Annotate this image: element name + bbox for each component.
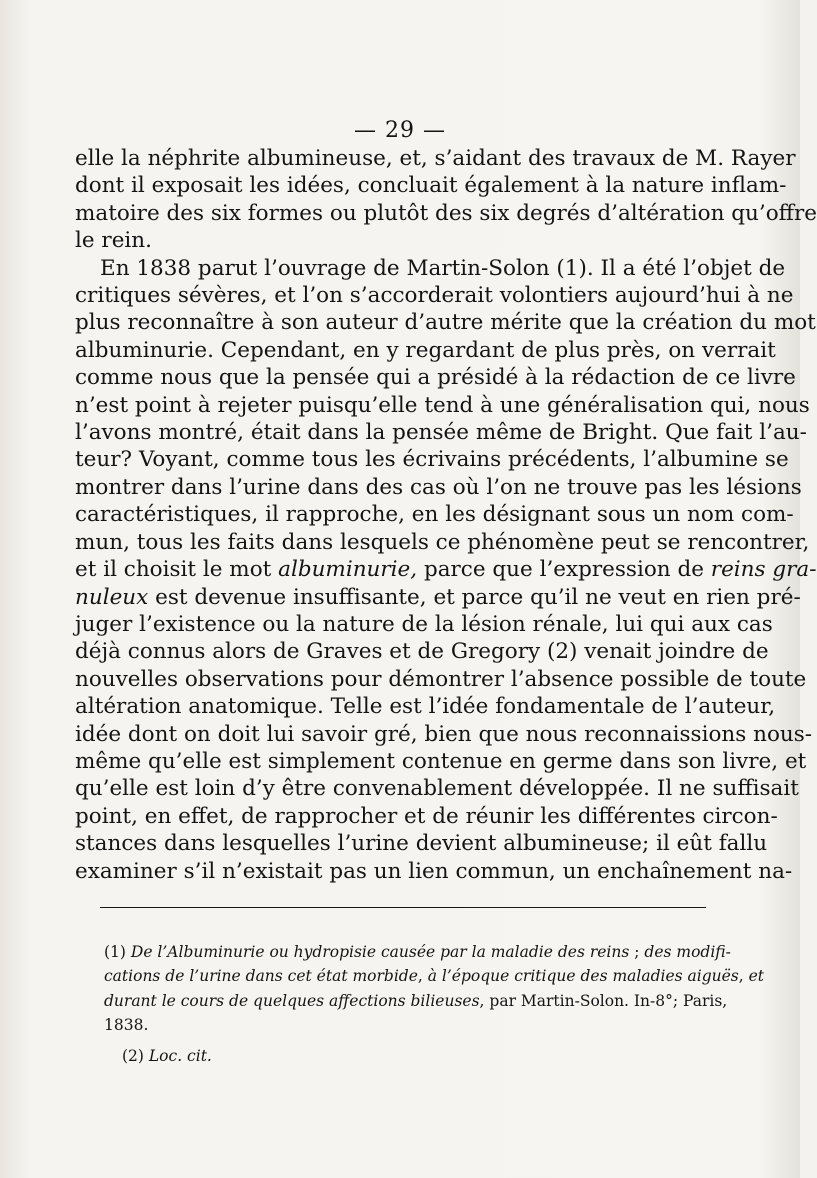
- text-line: caractéristiques, il rapproche, en les désignant sous un nom com-: [75, 502, 794, 528]
- text-line: dont il exposait les idées, concluait également à la nature inflam-: [75, 173, 787, 199]
- text-line-with-italics: nuleux est devenue insuffisante, et parce qu’il ne veut en rien pré-: [75, 584, 801, 610]
- footnote-line: (1) De l’Albuminurie ou hydropisie causée par la maladie des reins ; des modifi-: [104, 943, 731, 961]
- text-line: n’est point à rejeter puisqu’elle tend à une généralisation qui, nous: [75, 392, 810, 418]
- footnote-2: (2) Loc. cit.: [122, 1047, 212, 1065]
- text-line: comme nous que la pensée qui a présidé à la rédaction de ce livre: [75, 365, 796, 391]
- footnote-line: 1838.: [104, 1015, 149, 1034]
- text-line: juger l’existence ou la nature de la lésion rénale, lui qui aux cas: [75, 611, 773, 637]
- text-line: teur? Voyant, comme tous les écrivains précédents, l’albumine se: [75, 447, 789, 473]
- text-line: altération anatomique. Telle est l’idée fondamentale de l’auteur,: [75, 694, 776, 720]
- text-line: plus reconnaître à son auteur d’autre mérite que la création du mot: [75, 310, 816, 336]
- text-line: albuminurie. Cependant, en y regardant de plus près, on verrait: [75, 337, 776, 363]
- text-line-with-italics: et il choisit le mot albuminurie, parce que l’expression de reins gra-: [75, 557, 817, 583]
- text-line: le rein.: [75, 228, 152, 254]
- footnote-line: durant le cours de quelques affections bilieuses, par Martin-Solon. In-8°; Paris,: [104, 991, 728, 1010]
- text-line: examiner s’il n’existait pas un lien commun, un enchaînement na-: [75, 858, 793, 884]
- footnote-line: cations de l’urine dans cet état morbide, à l’époque critique des maladies aiguës, et: [104, 967, 765, 986]
- text-line: point, en effet, de rapprocher et de réunir les différentes circon-: [75, 803, 778, 829]
- footnote-separator-rule: [100, 907, 706, 908]
- text-line: qu’elle est loin d’y être convenablement développée. Il ne suffisait: [75, 776, 799, 802]
- text-line: critiques sévères, et l’on s’accorderait volontiers aujourd’hui à ne: [75, 283, 794, 309]
- text-line: En 1838 parut l’ouvrage de Martin-Solon (1). Il a été l’objet de: [100, 255, 786, 281]
- text-line: stances dans lesquelles l’urine devient albumineuse; il eût fallu: [75, 831, 768, 857]
- text-line: l’avons montré, était dans la pensée même de Bright. Que fait l’au-: [75, 420, 807, 446]
- text-line: nouvelles observations pour démontrer l’absence possible de toute: [75, 666, 807, 692]
- text-line: matoire des six formes ou plutôt des six degrés d’altération qu’offre: [75, 200, 817, 226]
- page-number: — 29 —: [354, 118, 446, 143]
- body-text: [75, 145, 817, 885]
- text-line: idée dont on doit lui savoir gré, bien que nous reconnaissions nous-: [75, 721, 813, 747]
- text-line: mun, tous les faits dans lesquels ce phénomène peut se rencontrer,: [75, 529, 810, 555]
- footnote-1: [104, 940, 765, 1037]
- text-line: déjà connus alors de Graves et de Gregory (2) venait joindre de: [75, 639, 769, 665]
- text-line: même qu’elle est simplement contenue en germe dans son livre, et: [75, 748, 807, 774]
- text-line: montrer dans l’urine dans des cas où l’on ne trouve pas les lésions: [75, 474, 802, 500]
- text-line: elle la néphrite albumineuse, et, s’aidant des travaux de M. Rayer: [75, 146, 796, 171]
